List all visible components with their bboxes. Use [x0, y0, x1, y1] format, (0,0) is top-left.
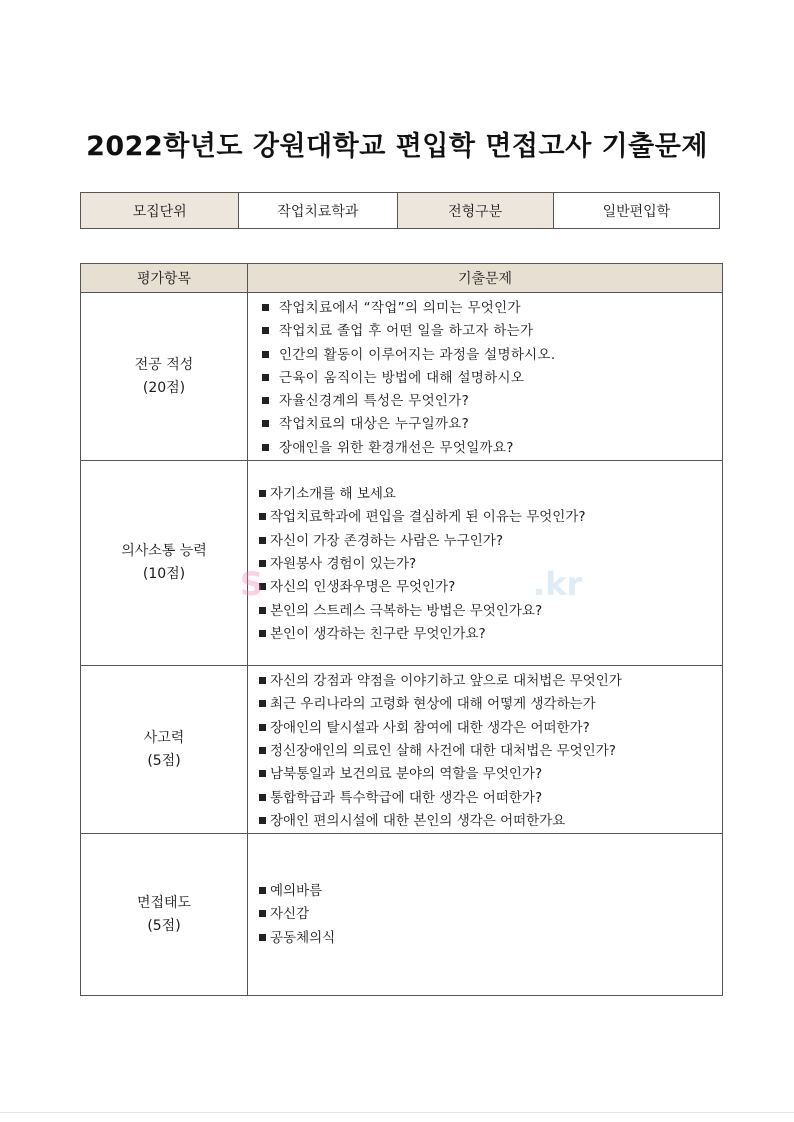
questions-cell [248, 461, 723, 666]
recruit-unit-label: 모집단위 [81, 193, 239, 229]
list-item: 예의바름 [259, 880, 722, 903]
category-points: (10점) [142, 566, 186, 583]
page-title: 2022학년도 강원대학교 편입학 면접고사 기출문제 [86, 131, 708, 162]
category-cell [81, 666, 248, 834]
header-questions: 기출문제 [248, 264, 723, 293]
square-bullet-icon [259, 724, 266, 731]
admission-type-label: 전형구분 [397, 193, 553, 229]
square-bullet-icon [259, 934, 266, 941]
square-bullet-icon [259, 700, 266, 707]
list-item: 최근 우리나라의 고령화 현상에 대해 어떻게 생각하는가 [259, 693, 722, 716]
square-bullet-icon [259, 677, 266, 684]
table-row [81, 666, 723, 834]
table-row [81, 293, 723, 461]
questions-cell [248, 666, 723, 834]
list-item: 통합학급과 특수학급에 대한 생각은 어떠한가? [259, 787, 722, 810]
list-item: 자원봉사 경험이 있는가? [259, 553, 722, 576]
category-points: (5점) [147, 752, 181, 769]
square-bullet-icon [262, 304, 269, 311]
list-item: 장애인을 위한 환경개선은 무엇일까요? [262, 437, 722, 460]
list-item: 자신감 [259, 903, 722, 926]
questions-cell [248, 293, 723, 461]
square-bullet-icon [259, 607, 266, 614]
square-bullet-icon [259, 910, 266, 917]
list-item: 작업치료 졸업 후 어떤 일을 하고자 하는가 [262, 320, 722, 343]
page-bottom-divider [0, 1112, 794, 1113]
questions-table [80, 263, 723, 996]
table-header-row [81, 264, 723, 293]
square-bullet-icon [262, 420, 269, 427]
list-item: 정신장애인의 의료인 살해 사건에 대한 대처법은 무엇인가? [259, 740, 722, 763]
category-cell [81, 461, 248, 666]
square-bullet-icon [259, 747, 266, 754]
square-bullet-icon [259, 630, 266, 637]
category-cell [81, 834, 248, 996]
category-points: (5점) [147, 917, 181, 934]
list-item: 본인의 스트레스 극복하는 방법은 무엇인가요? [259, 600, 722, 623]
list-item: 자율신경계의 특성은 무엇인가? [262, 390, 722, 413]
question-list [248, 666, 722, 833]
square-bullet-icon [262, 327, 269, 334]
list-item: 남북통일과 보건의료 분야의 역할을 무엇인가? [259, 763, 722, 786]
list-item: 공동체의식 [259, 927, 722, 950]
category-points: (20점) [142, 379, 186, 396]
square-bullet-icon [259, 490, 266, 497]
list-item: 근육이 움직이는 방법에 대해 설명하시오 [262, 367, 722, 390]
square-bullet-icon [259, 794, 266, 801]
category-name: 사고력 [143, 729, 185, 746]
header-category: 평가항목 [81, 264, 248, 293]
square-bullet-icon [259, 513, 266, 520]
square-bullet-icon [262, 444, 269, 451]
table-row [81, 834, 723, 996]
watermark: S .kr [240, 565, 583, 603]
square-bullet-icon [262, 351, 269, 358]
category-name: 전공 적성 [134, 356, 194, 373]
square-bullet-icon [259, 537, 266, 544]
question-list [248, 293, 722, 460]
list-item: 자신의 인생좌우명은 무엇인가? [259, 576, 722, 599]
table-row [81, 461, 723, 666]
list-item: 작업치료에서 “작업”의 의미는 무엇인가 [262, 297, 722, 320]
list-item: 자기소개를 해 보세요 [259, 483, 722, 506]
question-list [248, 461, 722, 646]
list-item: 작업치료의 대상은 누구일까요? [262, 413, 722, 436]
square-bullet-icon [259, 583, 266, 590]
list-item: 인간의 활동이 이루어지는 과정을 설명하시오. [262, 344, 722, 367]
list-item: 본인이 생각하는 친구란 무엇인가요? [259, 623, 722, 646]
square-bullet-icon [259, 770, 266, 777]
square-bullet-icon [259, 817, 266, 824]
list-item: 장애인의 탈시설과 사회 참여에 대한 생각은 어떠한가? [259, 717, 722, 740]
questions-cell [248, 834, 723, 996]
info-table [80, 192, 720, 229]
square-bullet-icon [259, 560, 266, 567]
square-bullet-icon [262, 374, 269, 381]
recruit-unit-value: 작업치료학과 [239, 193, 397, 229]
category-name: 면접태도 [136, 894, 192, 911]
list-item: 장애인 편의시설에 대한 본인의 생각은 어떠한가요 [259, 810, 722, 833]
category-cell [81, 293, 248, 461]
question-list [248, 834, 722, 950]
category-name: 의사소통 능력 [121, 543, 207, 560]
list-item: 자신의 강점과 약점을 이야기하고 앞으로 대처법은 무엇인가 [259, 670, 722, 693]
square-bullet-icon [259, 887, 266, 894]
list-item: 작업치료학과에 편입을 결심하게 된 이유는 무엇인가? [259, 506, 722, 529]
list-item: 자신이 가장 존경하는 사람은 누구인가? [259, 530, 722, 553]
square-bullet-icon [262, 397, 269, 404]
admission-type-value: 일반편입학 [553, 193, 719, 229]
